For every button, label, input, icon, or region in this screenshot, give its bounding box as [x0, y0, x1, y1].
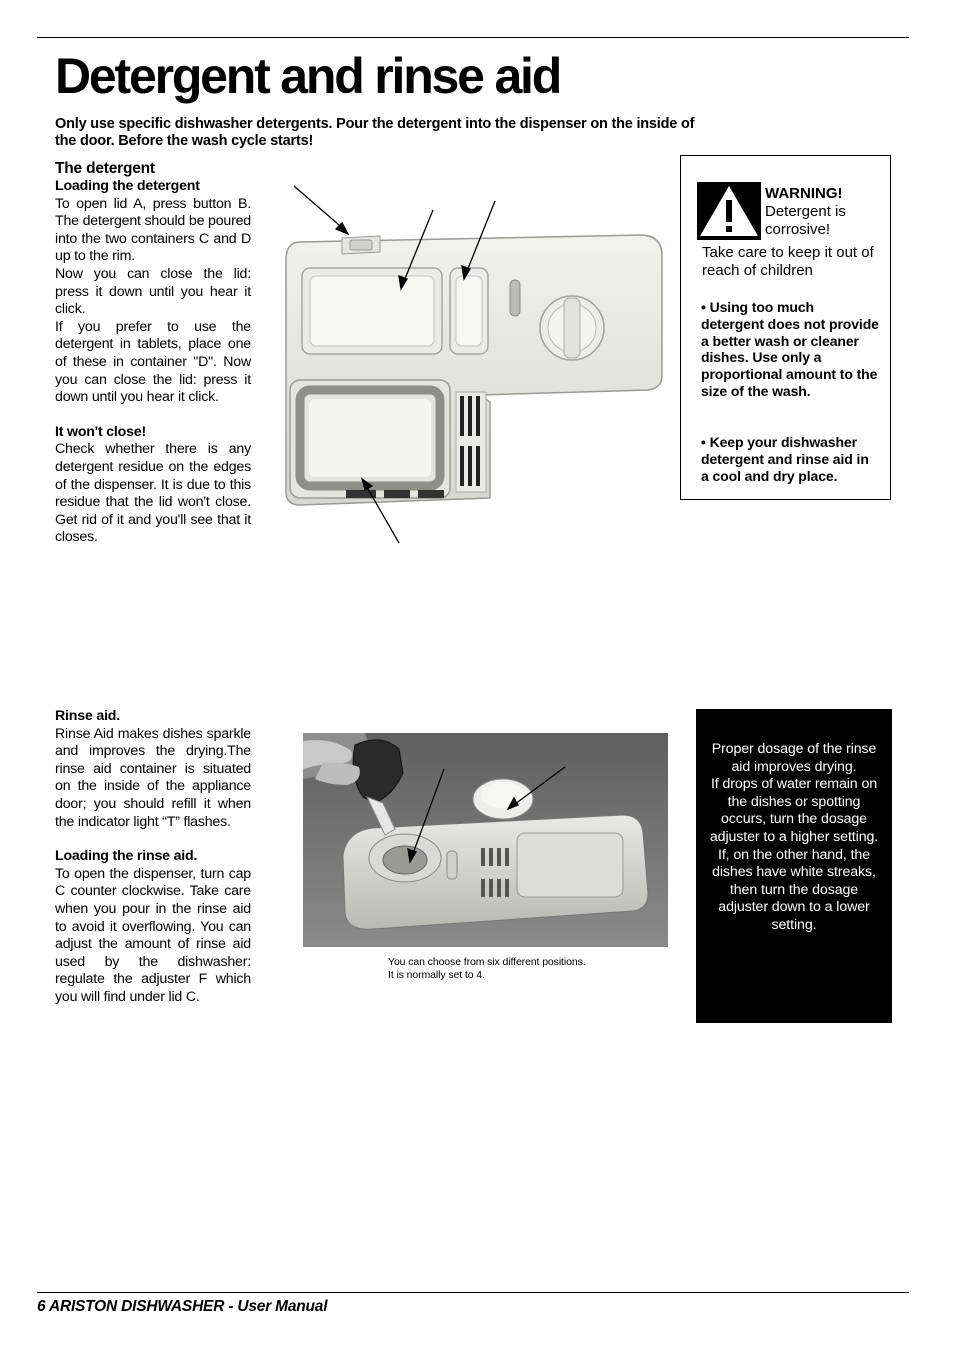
- detergent-heading: The detergent: [55, 160, 155, 177]
- wont-close-heading: It won't close!: [55, 423, 147, 440]
- loading-detergent-p1: To open lid A, press button B. The detergent should be poured into the two containers C and D up to the rim.: [55, 195, 251, 265]
- intro-text: Only use specific dishwasher detergents. Pour the detergent into the dispenser on the inside of the door. Before the wash cycle starts!: [55, 116, 695, 149]
- warning-bullet-storage: • Keep your dishwasher detergent and rinse aid in a cool and dry place.: [701, 434, 869, 484]
- warning-children: Take care to keep it out of reach of children: [702, 244, 874, 279]
- dosage-info-text: Proper dosage of the rinse aid improves drying. If drops of water remain on the dishes or spotting occurs, turn the dosage adjuster to a higher setting. If, on the other hand, the dishes have white streaks, then turn the dosage adjuster down to a lower setting.: [709, 741, 879, 933]
- bottom-rule: [37, 1292, 909, 1293]
- rinse-aid-heading: Rinse aid.: [55, 708, 121, 724]
- rinse-aid-section: [55, 708, 251, 1007]
- warning-bullet-dosage: • Using too much detergent does not provide a better wash or cleaner dishes. Use only a proportional amount to the size of the wash.: [701, 299, 879, 399]
- photo-caption: You can choose from six different positions. It is normally set to 4.: [388, 956, 586, 981]
- wont-close-text: Check whether there is any detergent residue on the edges of the dispenser. It is due to this residue that the lid won't close. Get rid of it and you'll see that it closes.: [55, 441, 251, 546]
- rinse-aid-text: Rinse Aid makes dishes sparkle and improves the drying.The rinse aid container is situated on the inside of the appliance door; you should refill it when the indicator light “T” flashes.: [55, 725, 251, 830]
- dosage-info-box: [696, 709, 892, 1023]
- warning-corrosive: Detergent is corrosive!: [765, 203, 846, 238]
- page-title: Detergent and rinse aid: [55, 48, 561, 104]
- loading-detergent-p2: Now you can close the lid: press it down until you hear it click.: [55, 265, 251, 318]
- loading-rinse-text: To open the dispenser, turn cap C counter clockwise. Take care when you pour in the rinse aid to avoid it overflowing. You can adjust the amount of rinse aid used by the dishwasher: regulate the adjuster F which you will find under lid C.: [55, 865, 251, 1005]
- loading-detergent-p3: If you prefer to use the detergent in tablets, place one of these in container "D". Now you can close the lid: press it down until you hear it click.: [55, 318, 251, 406]
- warning-box: [680, 155, 891, 500]
- top-rule: [37, 37, 909, 38]
- warning-title: WARNING!: [765, 185, 843, 202]
- rinse-aid-photo-figure: [303, 733, 668, 947]
- loading-rinse-heading: Loading the rinse aid.: [55, 848, 198, 865]
- detergent-section: [55, 160, 251, 547]
- detergent-dispenser-illustration: [280, 180, 670, 550]
- rinse-aid-photo: [303, 733, 668, 947]
- warning-heading: [765, 185, 885, 239]
- warning-triangle-icon: [697, 182, 761, 240]
- loading-detergent-heading: Loading the detergent: [55, 178, 200, 194]
- page-footer: 6 ARISTON DISHWASHER - User Manual: [37, 1298, 328, 1315]
- detergent-dispenser-figure: [280, 180, 670, 550]
